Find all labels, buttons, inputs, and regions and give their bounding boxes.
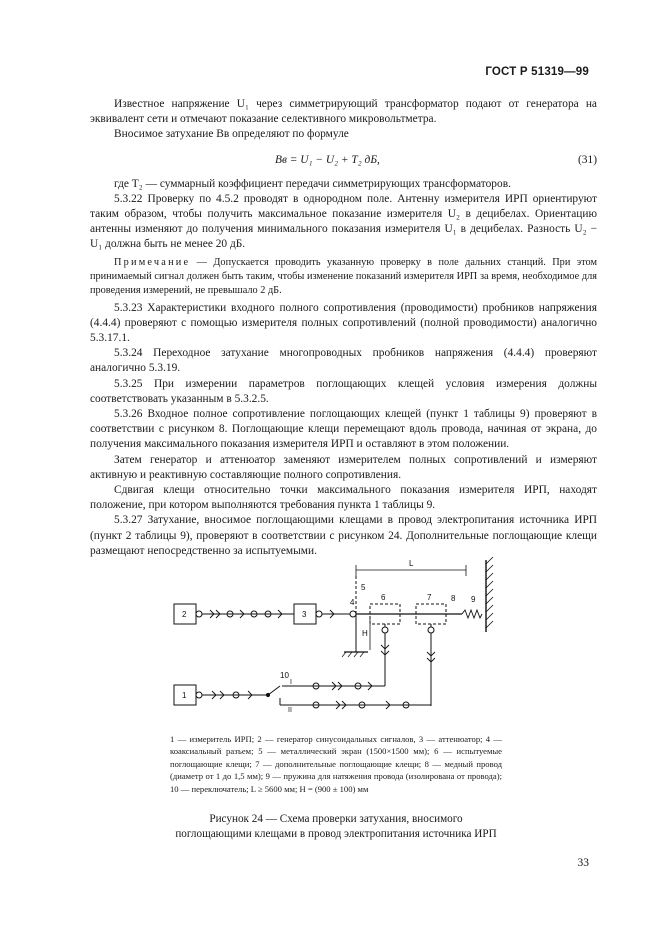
paragraph: Вносимое затухание Bв определяют по формуле (114, 128, 349, 141)
formula-expression: Bв = U₁ − U₂ + T₂ дБ, (275, 153, 380, 166)
label-4: 4 (350, 598, 355, 607)
label-9: 9 (471, 595, 476, 604)
formula-number: (31) (578, 153, 597, 166)
note (90, 256, 597, 298)
label-6: 6 (381, 593, 386, 602)
label-I: I (290, 679, 292, 686)
label-II: II (288, 707, 292, 714)
document-header: ГОСТ Р 51319—99 (485, 66, 589, 78)
body-text (90, 97, 597, 559)
paragraph: 5.3.26 Входное полное сопротивление поглощающих клещей (пункт 1 таблицы 9) проверяют в соответствии с рисунком 8. Поглощающие клещи перемещают вдоль провода, начиная от экрана, до получения максимального показания измерителя ИРП и оставляют в этом положении. (90, 408, 597, 451)
note-label: Примечание (114, 256, 191, 268)
page-number: 33 (577, 857, 589, 869)
paragraph: 5.3.22 Проверку по 4.5.2 проводят в однородном поле. Антенну измерителя ИРП ориентируют таким образом, чтобы получить максимальное показание измерителя U₂ в децибелах. Ориентацию антенны изменяют до получения минимального показания измерителя U₁ в децибелах. Разность U₂ − U₁ должна быть не менее 20 дБ. (90, 192, 597, 251)
label-10: 10 (280, 671, 289, 680)
label-8: 8 (451, 594, 456, 603)
formula-31 (90, 143, 597, 177)
paragraph: Известное напряжение U₁ через симметрирующий трансформатор подают от генератора на эквивалент сети и отмечают показание селективного микровольтметра. (90, 98, 597, 126)
figure-caption: Рисунок 24 — Схема проверки затухания, вносимого поглощающими клещами в провод электропитания источника ИРП (175, 813, 497, 840)
label-2: 2 (182, 610, 187, 619)
paragraph: 5.3.27 Затухание, вносимое поглощающими клещами в провод электропитания источника ИРП (пункт 2 таблицы 9), проверяют в соответствии с рисунком 24. Дополнительные поглощающие клещи размещают непосредственно за испытуемыми. (90, 514, 597, 557)
paragraph: Затем генератор и аттенюатор заменяют измерителем полных сопротивлений и измеряют активную и реактивную составляющие полного сопротивления. (90, 453, 597, 481)
paragraph: 5.3.24 Переходное затухание многопроводных пробников напряжения (4.4.4) проверяют аналогично 5.3.19. (90, 347, 597, 375)
label-L: L (409, 559, 414, 568)
label-5: 5 (361, 583, 366, 592)
note-text: — Допускается проводить указанную проверку в поле дальних станций. При этом принимаемый сигнал должен быть таким, чтобы изменение показаний измерителя ИРП за время, необходимое для проведения измерений, не превышало 2 дБ. (90, 256, 597, 296)
figure-24-schematic (166, 552, 506, 732)
label-H: H (362, 629, 368, 638)
figure-legend: 1 — измеритель ИРП; 2 — генератор синусоидальных сигналов, 3 — аттенюатор; 4 — коаксиальный разъем; 5 — металлический экран (1500×1500 мм); 6 — испытуемые поглощающие клещи; 7 — дополнительные поглощающие клещи; 8 — медный провод (диаметр от 1 до 1,5 мм); 9 — пружина для натяжения провода (изолирована от провода); 10 — переключатель; L ≥ 5600 мм; H = (900 ± 100) мм (170, 734, 502, 794)
label-3: 3 (302, 610, 307, 619)
paragraph: Сдвигая клещи относительно точки максимального показания измерителя ИРП, находят положение, при котором выполняются требования пункта 1 таблицы 9. (90, 484, 597, 512)
paragraph: 5.3.23 Характеристики входного полного сопротивления (проводимости) пробников напряжения (4.4.4) проверяют с помощью измерителя полных сопротивлений (полной проводимости) аналогично 5.3.17.1. (90, 301, 597, 345)
label-1: 1 (182, 691, 187, 700)
paragraph: 5.3.25 При измерении параметров поглощающих клещей условия измерения должны соответствовать указанным в 5.3.2.5. (90, 377, 597, 405)
label-7: 7 (427, 593, 432, 602)
paragraph: где T₂ — суммарный коэффициент передачи симметрирующих трансформаторов. (114, 177, 511, 190)
